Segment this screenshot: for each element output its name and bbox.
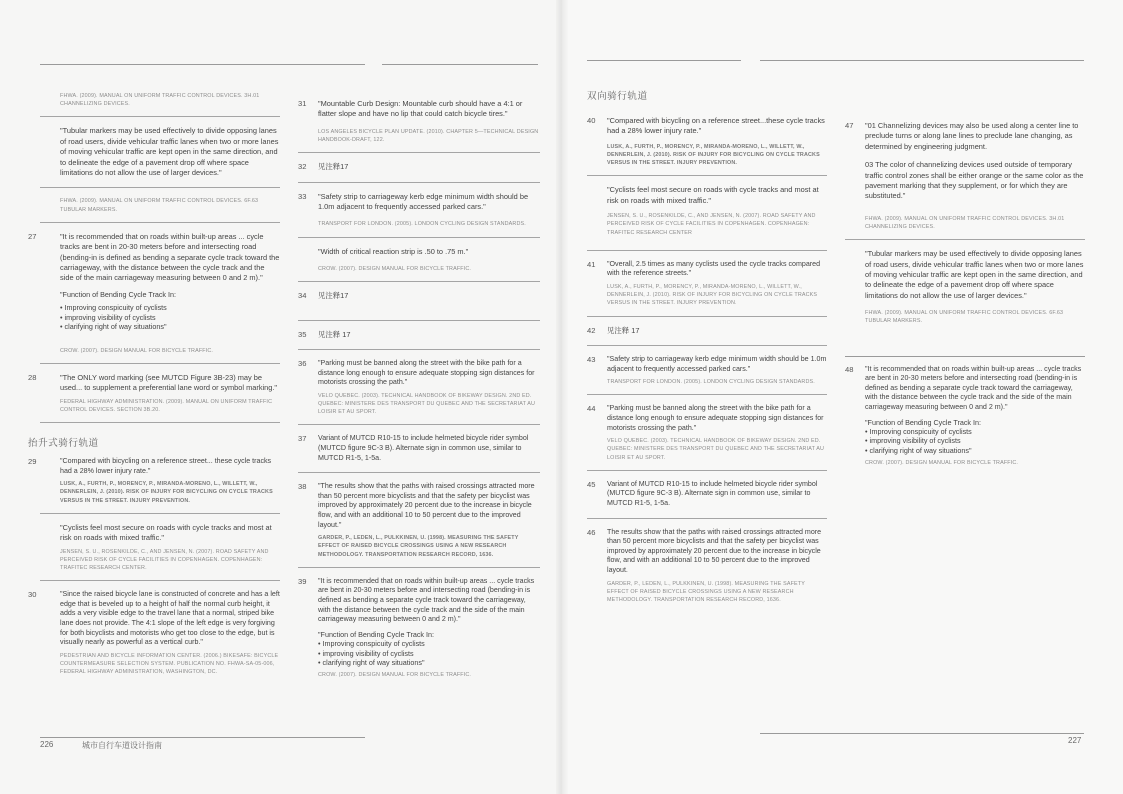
note-45 <box>587 480 827 519</box>
quote: "The ONLY word marking (see MUTCD Figure 3B-23) may be used... to supplement a preferential lane word or symbol marking." <box>60 372 278 393</box>
left-col-1 <box>28 92 280 693</box>
quote: Variant of MUTCD R10-15 to include helmeted bicycle rider symbol (MUTCD figure 9C-3 B). Alternate sign in common use, similar to MUTCD R1-5, 1-5a. <box>318 434 529 462</box>
page-number-left: 226 <box>40 740 54 749</box>
quote: "It is recommended that on roads within built-up areas ... cycle tracks are bent in 20-30 meters before and intersecting road (bending-in is defined as bending a separate cycle track toward the carriageway, with the distance between the cycle track and the side of the main carriageway measuring between 0 and 2 m)." <box>865 364 1082 412</box>
reference: GARDER, P., LEDEN, L., PULKKINEN, U. (1998). MEASURING THE SAFETY EFFECT OF RAISED BICYCLE CROSSINGS USING A NEW RESEARCH METHODOLOGY. TRANSPORTATION RESEARCH RECORD, 1636. <box>607 580 805 603</box>
left-col-2 <box>298 99 540 697</box>
note-number: 40 <box>587 116 596 125</box>
note-29b <box>40 523 280 581</box>
note-36 <box>298 359 540 425</box>
quote: "Parking must be banned along the street with the bike path for a distance long enough to ensure adequate stopping sign distances for motorists crossing the path." <box>318 359 535 387</box>
reference: CROW. (2007). DESIGN MANUAL FOR BICYCLE TRAFFIC. <box>318 672 472 679</box>
quote: "Mountable Curb Design: Mountable curb should have a 4:1 or flatter slope and have no lip that could catch bicycle tires." <box>318 99 523 119</box>
note-46 <box>587 528 827 613</box>
footer-rule-right <box>760 733 1084 734</box>
note-32 <box>298 162 540 182</box>
reference: JENSEN, S. U., ROSENKILDE, C., AND JENSEN, N. (2007). ROAD SAFETY AND PERCEIVED RISK OF CYCLE FACILITIES IN COPENHAGEN. COPENHAGEN: TRAFITEC RESEARCH CENTER <box>607 213 816 236</box>
reference: CROW. (2007). DESIGN MANUAL FOR BICYCLE TRAFFIC. <box>60 347 214 354</box>
quote: "Cyclists feel most secure on roads with cycle tracks and most at risk on roads with mixed traffic." <box>60 522 272 543</box>
note-43 <box>587 355 827 395</box>
bullet: • Improving conspicuity of cyclists <box>60 303 167 313</box>
section-rule <box>845 356 1085 357</box>
note-29 <box>28 456 280 514</box>
reference: TRANSPORT FOR LONDON. (2005). LONDON CYCLING DESIGN STANDARDS. <box>318 221 526 228</box>
note-27 <box>28 231 280 341</box>
note-number: 36 <box>298 359 307 369</box>
note-40 <box>587 116 827 176</box>
note-number: 31 <box>298 99 307 108</box>
note-number: 37 <box>298 434 307 444</box>
note-37 <box>298 434 540 473</box>
note-26-ref2 <box>40 197 280 222</box>
section-title-raised-track: 抬升式骑行轨道 <box>28 437 99 449</box>
top-rule-left-2 <box>382 64 538 65</box>
note-30 <box>28 590 280 684</box>
quote: "Tubular markers may be used effectively to divide opposing lanes of road users, divide vehicular traffic lanes when two or more lanes of moving vehicular traffic are kept open in the same direction, and to delineate the edge of a pavement drop off where space limitations do not allow the use of larger devices." <box>865 249 1084 300</box>
note-33b <box>298 247 540 283</box>
note-47-ref <box>845 215 1085 240</box>
reference: LUSK, A., FURTH, P., MORENCY, P., MIRANDA-MORENO, L., WILLETT, W., DENNERLEIN, J. (2010). RISK OF INJURY FOR BICYCLING ON CYCLE TRACKS VERSUS IN THE STREET. INJURY PREVENTION. <box>607 143 820 167</box>
reference: CROW. (2007). DESIGN MANUAL FOR BICYCLE TRAFFIC. <box>318 266 472 273</box>
reference: LOS ANGELES BICYCLE PLAN UPDATE. (2010). CHAPTER 5—TECHNICAL DESIGN HANDBOOK-DRAFT, 122. <box>318 128 539 144</box>
bullet: • improving visibility of cyclists <box>318 648 414 658</box>
note-number: 42 <box>587 325 596 335</box>
note-number: 47 <box>845 121 854 130</box>
note-number: 44 <box>587 404 596 414</box>
reference: LUSK, A., FURTH, P., MORENCY, P., MIRANDA-MORENO, L., WILLETT, W., DENNERLEIN, J. (2010). RISK OF INJURY FOR BICYCLING ON CYCLE TRACKS VERSUS IN THE STREET. INJURY PREVENTION. <box>607 284 818 307</box>
quote: The results show that the paths with raised crossings attracted more than 50 percent more bicyclists and that the safety per bicyclist was improved by approximately 20 percent due to the increase in bicycle flow, and with an additional 10 to 50 percent due to the improved layout. <box>607 527 822 574</box>
quote: 见注释 17 <box>607 325 640 335</box>
quote: 见注释17 <box>318 162 349 172</box>
quote: "Parking must be banned along the street with the bike path for a distance long enough to ensure adequate stopping sign distances for motorists crossing the path." <box>607 404 824 432</box>
reference: JENSEN, S. U., ROSENKILDE, C., AND JENSEN, N. (2007). ROAD SAFETY AND PERCEIVED RISK OF CYCLE FACILITIES IN COPENHAGEN. COPENHAGEN: TRAFITEC RESEARCH CENTER. <box>60 548 269 571</box>
bullet: • clarifying right of way situations" <box>865 445 972 455</box>
quote: "Safety strip to carriageway kerb edge minimum width should be 1.0m adjacent to frequently accessed parked cars." <box>318 191 529 212</box>
note-26-quote <box>40 126 280 188</box>
bullet: • Improving conspicuity of cyclists <box>318 639 425 649</box>
note-44 <box>587 404 827 470</box>
note-31 <box>298 99 540 153</box>
note-26-continued <box>40 92 280 117</box>
quote: "01 Channelizing devices may also be used along a center line to preclude turns or along lane lines to preclude lane changing, as determined by engineering judgment. <box>865 121 1079 151</box>
note-47 <box>845 121 1085 211</box>
note-39 <box>298 577 540 688</box>
quote: "The results show that the paths with raised crossings attracted more than 50 percent more bicyclists and that the safety per bicyclist was improved by approximately 20 percent due to the increase in bicycle flow, and with an additional 10 to 50 percent due to the improved layout." <box>318 482 535 529</box>
note-34 <box>298 291 540 320</box>
bullet: • clarifying right of way situations" <box>60 322 167 332</box>
reference: FEDERAL HIGHWAY ADMINISTRATION. (2009). MANUAL ON UNIFORM TRAFFIC CONTROL DEVICES. SECTION 3B.20. <box>60 398 273 413</box>
quote: "It is recommended that on roads within built-up areas ... cycle tracks are bent in 20-30 meters before and intersecting road (bending-in is defined as bending a separate cycle track toward the carriageway, with the distance between the cycle track and the side of the main carriageway measuring between 0 and 2 m)." <box>318 576 535 624</box>
note-number: 30 <box>28 590 37 600</box>
note-number: 38 <box>298 482 307 492</box>
quote: "Width of critical reaction strip is .50 to .75 m." <box>318 246 469 256</box>
quote: "Since the raised bicycle lane is constructed of concrete and has a left edge that is beveled up to a height of half the normal curb height, it adds a very visible edge to the travel lane that a normal, striped bike lane does not provide. The 4:1 slope of the left edge is very forgiving for both bicyclists and motorists who get too close to the edge, but is visually nearly as powerful as a vertical curb." <box>60 590 280 647</box>
page-number-right: 227 <box>1068 736 1082 745</box>
quote: 见注释 17 <box>318 329 351 339</box>
quote: 03 The color of channelizing devices used outside of temporary traffic control zones shall be either orange or the same color as the pavement marking that they supplement, or for which they are substituted." <box>865 160 1084 201</box>
note-number: 41 <box>587 259 596 269</box>
reference: FHWA. (2009). MANUAL ON UNIFORM TRAFFIC CONTROL DEVICES. 6F.63 TUBULAR MARKERS. <box>865 310 1064 325</box>
quote: "Compared with bicycling on a reference street...these cycle tracks had a 28% lower injury rate." <box>607 116 825 136</box>
quote-title: "Function of Bending Cycle Track In: <box>318 629 435 639</box>
note-47c <box>845 249 1085 346</box>
note-27-ref <box>40 347 280 364</box>
quote: "Safety strip to carriageway kerb edge minimum width should be 1.0m adjacent to frequently accessed parked cars." <box>607 355 827 373</box>
bullet: • Improving conspicuity of cyclists <box>865 427 972 437</box>
quote: "Cyclists feel most secure on roads with cycle tracks and most at risk on roads with mixed traffic." <box>607 185 819 205</box>
note-number: 28 <box>28 372 37 382</box>
bullet: • clarifying right of way situations" <box>318 658 425 667</box>
note-38 <box>298 482 540 568</box>
reference: PEDESTRIAN AND BICYCLE INFORMATION CENTER. (2006.) BIKESAFE: BICYCLE COUNTERMEASURE SELECTION SYSTEM. PUBLICATION NO. FHWA-SA-05-006, FEDERAL HIGHWAY ADMINISTRATION, WASHINGTON, DC. <box>60 652 279 676</box>
note-number: 33 <box>298 191 307 201</box>
reference: TRANSPORT FOR LONDON. (2005). LONDON CYCLING DESIGN STANDARDS. <box>607 379 815 386</box>
note-number: 32 <box>298 162 307 172</box>
bullet: • improving visibility of cyclists <box>60 312 156 322</box>
note-number: 39 <box>298 576 307 586</box>
top-rule-right-2 <box>760 60 1084 61</box>
note-number: 27 <box>28 231 37 241</box>
quote: 见注释17 <box>318 291 349 301</box>
note-number: 35 <box>298 329 307 339</box>
footer-rule-left <box>40 737 365 738</box>
reference: VELO QUEBEC. (2003). TECHNICAL HANDBOOK OF BIKEWAY DESIGN. 2ND ED. QUEBEC: MINISTERE DES TRANSPORT DU QUEBEC AND THE SECRETARIAT AU LOISIR ET AU SPORT. <box>318 392 536 416</box>
quote-title: "Function of Bending Cycle Track In: <box>60 289 177 299</box>
note-number: 46 <box>587 527 596 537</box>
note-41 <box>587 260 827 317</box>
bullet: • improving visibility of cyclists <box>865 436 961 446</box>
note-42 <box>587 326 827 346</box>
note-number: 34 <box>298 291 307 301</box>
top-rule-right-1 <box>587 60 741 61</box>
note-28 <box>28 372 280 423</box>
quote: "Overall, 2.5 times as many cyclists used the cycle tracks compared with the reference streets." <box>607 259 821 278</box>
note-number: 45 <box>587 479 596 489</box>
note-number: 43 <box>587 355 596 365</box>
quote: "Compared with bicycling on a reference street... these cycle tracks had a 28% lower injury rate." <box>60 456 272 475</box>
quote: "Tubular markers may be used effectively to divide opposing lanes of road users, divide vehicular traffic lanes when two or more lanes of moving vehicular traffic are kept open in the same direction, and to delineate the edge of a pavement drop off where space limitations do not allow the use of larger devices." <box>60 126 279 178</box>
note-40b <box>587 185 827 250</box>
section-title-two-way-track: 双向骑行轨道 <box>587 91 648 102</box>
right-col-1 <box>587 88 827 621</box>
running-title: 城市自行车道设计指南 <box>82 741 162 750</box>
book-gutter <box>556 0 568 794</box>
note-number: 48 <box>845 364 854 374</box>
top-rule-left-1 <box>40 64 365 65</box>
right-col-2 <box>845 121 1085 484</box>
note-35 <box>298 330 540 350</box>
note-33 <box>298 192 540 238</box>
reference: LUSK, A., FURTH, P., MORENCY, P., MIRANDA-MORENO, L., WILLETT, W., DENNERLEIN, J. (2010). RISK OF INJURY FOR BICYCLING ON CYCLE TRACKS VERSUS IN THE STREET. INJURY PREVENTION. <box>60 481 273 504</box>
reference: CROW. (2007). DESIGN MANUAL FOR BICYCLE TRAFFIC. <box>865 460 1019 467</box>
reference: FHWA. (2009). MANUAL ON UNIFORM TRAFFIC CONTROL DEVICES. 6F.63 TUBULAR MARKERS. <box>60 198 259 213</box>
quote: Variant of MUTCD R10-15 to include helmeted bicycle rider symbol (MUTCD figure 9C-3 B). Alternate sign in common use, similar to MUTCD R1-5, 1-5a. <box>607 479 818 508</box>
reference: FHWA. (2009). MANUAL ON UNIFORM TRAFFIC CONTROL DEVICES. 3H.01 CHANNELIZING DEVICES. <box>865 215 1065 231</box>
reference: GARDER, P., LEDEN, L., PULKKINEN, U. (1998). MEASURING THE SAFETY EFFECT OF RAISED BICYCLE CROSSINGS USING A NEW RESEARCH METHODOLOGY. TRANSPORTATION RESEARCH RECORD, 1636. <box>318 535 519 558</box>
note-48 <box>845 365 1085 476</box>
reference: VELO QUEBEC. (2003). TECHNICAL HANDBOOK OF BIKEWAY DESIGN. 2ND ED. QUEBEC: MINISTERE DES TRANSPORT DU QUEBEC AND THE SECRETARIAT AU LOISIR ET AU SPORT. <box>607 438 825 461</box>
quote: "It is recommended that on roads within built-up areas ... cycle tracks are bent in 20-30 meters before and intersecting road (bending-in is defined as bending a separate cycle track toward the carriageway, with the distance between the cycle track and the side of the main carriageway measuring between 0 and 2 m)." <box>60 231 280 283</box>
quote-title: "Function of Bending Cycle Track In: <box>865 417 982 427</box>
reference: FHWA. (2009). MANUAL ON UNIFORM TRAFFIC CONTROL DEVICES. 3H.01 CHANNELIZING DEVICES. <box>60 93 260 108</box>
note-number: 29 <box>28 456 37 466</box>
